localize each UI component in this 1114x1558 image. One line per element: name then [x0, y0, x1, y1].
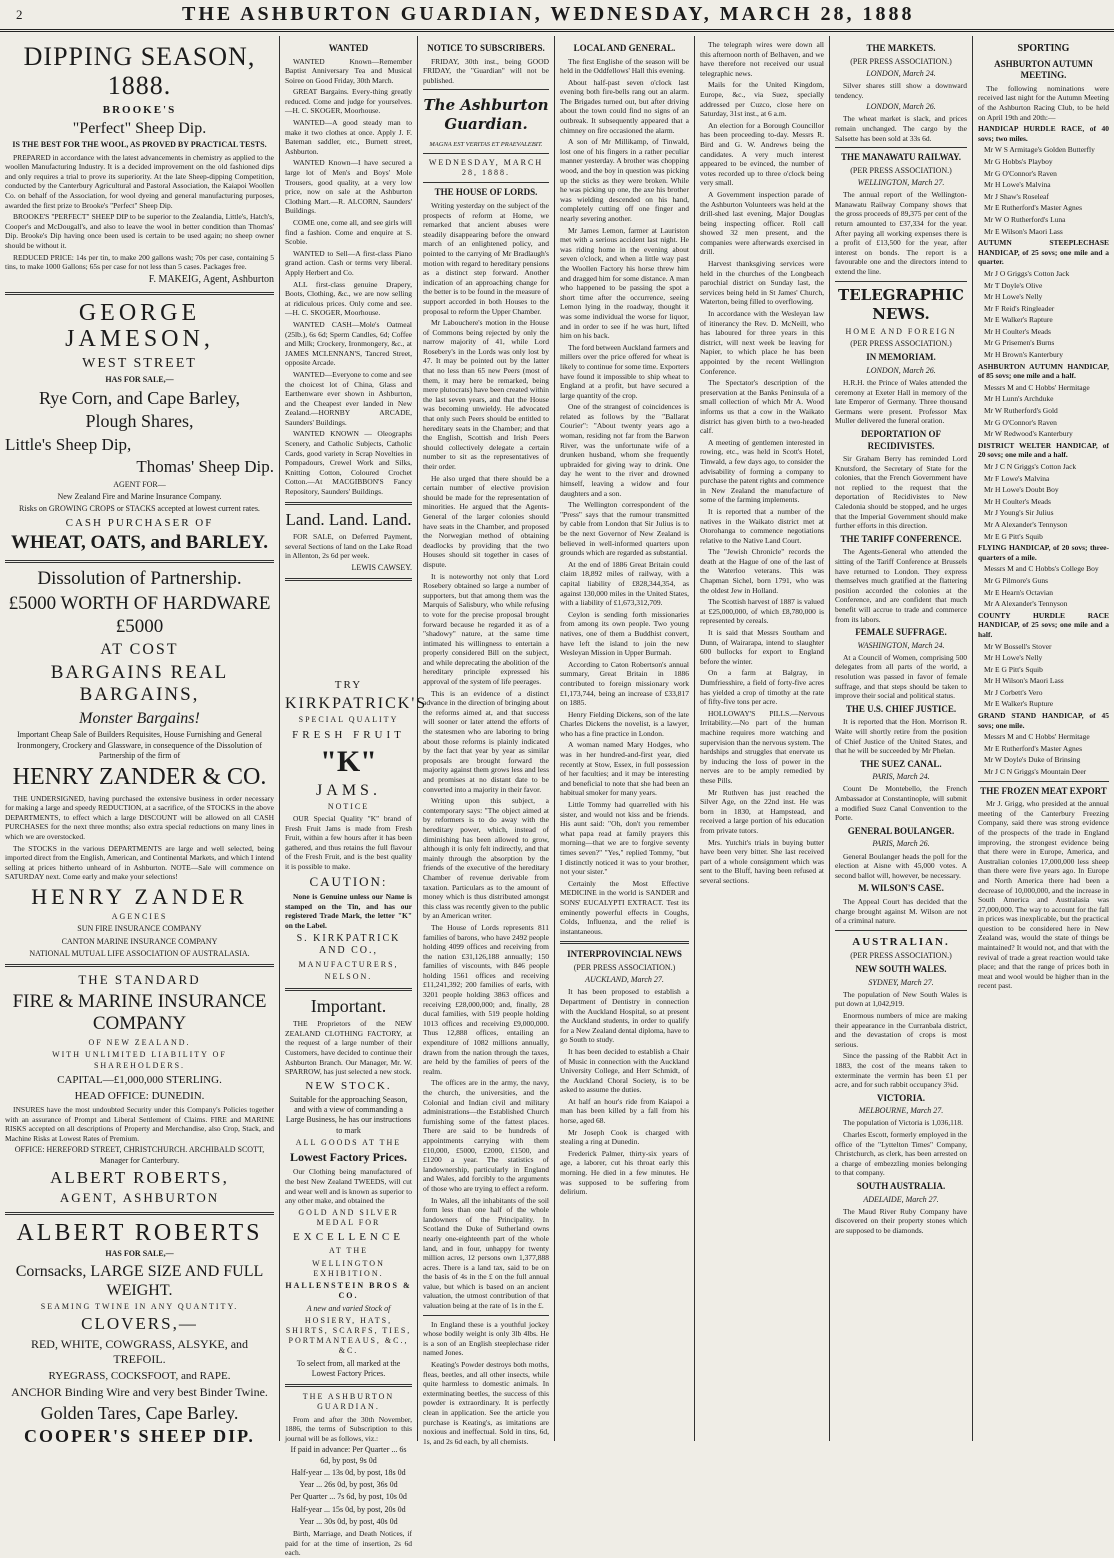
local-item: The first Englishe of the season will be held in the Oddfellows' Hall this evening.: [560, 56, 689, 76]
race-title: FLYING HANDICAP, of 20 sovs; three-quarters of a mile.: [978, 543, 1109, 562]
local-general-heading: LOCAL AND GENERAL.: [573, 43, 676, 53]
brookes-label: BROOKE'S: [102, 104, 177, 117]
interprovincial-item: At half an hour's ride from Kaiapoi a man has been killed by a fall from his horse, aged 68.: [560, 1096, 689, 1126]
autumn-meeting-heading: ASHBURTON AUTUMN MEETING.: [994, 58, 1093, 81]
agent-ashburton: AGENT, ASHBURTON: [59, 1190, 220, 1206]
divider: [5, 964, 274, 967]
wanted-ad: WANTED to Sell—A first-class Piano grand action. Cash or terms very liberal. Apply Herbert and Co.: [285, 248, 412, 277]
interprovincial-heading: INTERPROVINCIAL NEWS: [567, 949, 682, 960]
nsw-body: The population of New South Wales is put down at 1,042,919.: [835, 989, 967, 1009]
race-entry: Mr G Hobbs's Playboy: [984, 156, 1053, 166]
manawatu-heading: THE MANAWATU RAILWAY.: [840, 152, 962, 163]
interprovincial-item: It has been proposed to establish a Department of Dentistry in connection with the Auckland Hospital, so at present the Auckland students, in order to qualify for a New Zealand dental diploma, have to go South to study.: [560, 987, 689, 1045]
seaming-twine: SEAMING TWINE IN ANY QUANTITY.: [40, 1301, 239, 1311]
fire-marine-heading: FIRE & MARINE INSURANCE COMPANY: [12, 990, 267, 1035]
thomas-dip: Thomas' Sheep Dip.: [136, 457, 274, 477]
race-entry: Mr G O'Connor's Raven: [984, 417, 1057, 427]
memoriam-heading: IN MEMORIAM.: [866, 352, 936, 363]
column-6: [830, 36, 973, 1441]
sporting-heading: SPORTING: [1017, 43, 1070, 54]
wheat-oats-barley: WHEAT, OATS, and BARLEY.: [11, 532, 268, 554]
race-entry: Mr F Lowe's Malvina: [984, 473, 1050, 483]
general-item: The Spectator's description of the preservation at the Banks Peninsula of a small collection of which Mr A. Wood informs us that a cow in the Waikato district has given birth to a two-headed calf.: [700, 378, 824, 436]
general-item: In accordance with the Wesleyan law of itinerancy the Rev. D. McNeill, who has laboured for three years in this district, will next week be leaving for Napier, to which place he has been appointed by the recent Wellington Conference.: [700, 309, 824, 376]
hosiery-list: HOSIERY, HATS, SHIRTS, SCARFS, TIES, PORTMANTEAUS, &C., &C.: [285, 1315, 412, 1356]
race-entry: Mr T Doyle's Olive: [984, 280, 1043, 290]
column-4: [555, 36, 695, 1441]
clover-varieties: RED, WHITE, COWGRASS, ALSYKE, and TREFOIL.: [30, 1336, 249, 1366]
masthead: [0, 0, 1114, 32]
local-item: Mr James Lemon, farmer at Lauriston met with a serious accident last night. He was riding home in the evening about seven o'clock, and when a little way past the Woollen Factory his horse threw him and dragged him for some distance. A man who happened to be passing the spot a short time after the occurrence, seeing Lemon lying in the roadway, thought it was some individual the worse for liquor, and in order to see if he was hurt, lifted him on his back.: [560, 225, 689, 341]
race-entry: Mr W S Armitage's Golden Butterfly: [984, 145, 1095, 155]
tariff-heading: THE TARIFF CONFERENCE.: [840, 533, 962, 544]
clothing-body: Our Clothing being manufactured of the best New Zealand TWEEDS, will cut and wear well and is known as superior to any other make, and obtained the: [285, 1167, 412, 1206]
local-item: At the end of 1886 Great Britain could claim 18,892 miles of railway, with a capital liability of £828,344,354, as against 130,000 miles in the United States, with a liability of £1,673,312,709.: [560, 559, 689, 608]
guardian-date: WEDNESDAY, MARCH 28, 1888.: [428, 157, 544, 178]
race-entry: Mr H Brown's Kanterbury: [984, 350, 1064, 360]
wanted-ad: COME one, come all, and see girls will find a fashion. Come and enquire at S. Scobie.: [285, 218, 412, 247]
risks-accepted: Risks on GROWING CROPS or STACKS accepted at lowest current rates.: [19, 503, 260, 513]
dateline: SYDNEY, March 27.: [868, 977, 934, 987]
dateline: LONDON, March 24.: [866, 68, 936, 78]
race-title: HANDICAP HURDLE RACE, of 40 sovs; two miles.: [978, 124, 1109, 143]
race-entry: Mr E G Pitt's Squib: [984, 531, 1043, 541]
wanted-ad: GREAT Bargains. Every-thing greatly reduced. Come and judge for yourselves.—H. C. SKOGER, Moorhouse.: [285, 87, 412, 116]
dateline: ADELAIDE, March 27.: [863, 1194, 939, 1204]
kirkpatrick-co: S. KIRKPATRICK AND CO.,: [296, 932, 401, 957]
rye-corn: Rye Corn, and Cape Barley,: [38, 387, 241, 408]
boulanger-body: General Boulanger heads the poll for the election at Aisne with 45,000 votes. A second ballot will, however, be necessary.: [835, 851, 967, 880]
race-entry: Mr J C N Griggs's Cotton Jack: [984, 462, 1077, 472]
has-for-sale-2: HAS FOR SALE,—: [105, 1249, 174, 1259]
important-sale: Important Cheap Sale of Builders Requisites, House Furnishing and General Ironmongery, Crockery and Glassware, in consequence of the Dissolution of Partnership of the firm of: [17, 730, 262, 760]
divider: [5, 1212, 274, 1215]
zander-body-2: The STOCKS in the various DEPARTMENTS are large and well selected, being imported direct from the English, American, and Continental Markets, and which I intend selling at prices hitherto unheard of in Ashburton. NOTE—Sale will commence on SATURDAY next. Come early and make your selections!: [5, 843, 274, 882]
dip-body: PREPARED in accordance with the latest advancements in chemistry as applied to the woollen Manufacturing Industry. It is a decided improvement on the old fashioned dips and only requires a trial to prove its superiority. At the late Sheep-dipping Competition, conducted by the Canterbury Agricultural and Pastoral Association, the Kaiapoi Woollen Co. on behalf of the Association, for wool dyeing and general manufacturing purposes, awarded the first prize to Brooke's "Perfect" Sheep Dip.: [5, 152, 274, 210]
all-goods: ALL GOODS AT THE: [295, 1137, 402, 1147]
wanted-ad: WANTED KNOWN — Oleographs Scenery, and Catholic Subjects, Catholic Cards, good variety in Scrap Novelties in Pompadours, Crewel Work and Silks, Knitting Cotton, Coloured Crochet Cotton.—At MACGIBBON'S Fancy Repository, Saunders' Buildings.: [285, 429, 412, 497]
victoria-escott: Charles Escott, formerly employed in the office of the "Lyttelton Times" Company, Christchurch, as clerk, has been arrested on a charge of embezzling monies belonging to that company.: [835, 1130, 967, 1178]
press-association: (PER PRESS ASSOCIATION.): [850, 339, 952, 349]
race-entry: Mr A Alexander's Tennyson: [984, 599, 1068, 609]
editorial-paragraph: It is noteworthy not only that Lord Rosebery obtained so large a number of supporters, but that among them was the Marquis of Salisbury, who while refusing to vote for the precise proposal brought forward because he regarded it as of a "shadowy" nature, at the same time intimated his willingness to entertain a properly considered Bill on the subject, and while deprecating the abolition of the hereditary principle expressed his approval of the system of life peerages.: [423, 571, 549, 687]
race-entry: Mr E Walker's Rapture: [984, 315, 1053, 325]
divider: [285, 1384, 412, 1387]
general-item: A meeting of gentlemen interested in rowing, etc., was held in Scott's Hotel, Tinwald, a few days ago, to consider the advisability of forming a company to purchase the patent rights and commence in New Zealand the manufacture of some of the farming implements.: [700, 437, 824, 505]
tariff-body: The Agents-General who attended the sitting of the Tariff Conference at Brussels have returned to London. They express themselves much gratified at the flattering position accorded the colonies at the Conference, and are confident that much benefit will accrue to trade and commerce from its labors.: [835, 547, 967, 624]
race-entry: Mr H Wilson's Maori Lass: [984, 676, 1064, 686]
dateline: WASHINGTON, March 24.: [857, 640, 945, 650]
at-the: AT THE: [328, 1246, 369, 1256]
wanted-ad: ALL first-class genuine Drapery, Boots, Clothing, &c., we are now selling at ridiculous prices. Only come and see.—H. C. SKOGER, Moorhouse.: [285, 279, 412, 318]
newspaper-title: THE ASHBURTON GUARDIAN, WEDNESDAY, MARCH 28, 1888: [181, 3, 915, 25]
guardian-masthead: The Ashburton Guardian.: [423, 96, 549, 134]
race-entry: Mr H Lowe's Malvina: [984, 180, 1051, 190]
caution-body: None is Genuine unless our Name is stamped on the Tin, and has our registered Trade Mark, the letter "K" on the Label.: [285, 892, 412, 931]
interprovincial-item: Mr Joseph Cook is charged with stealing a ring at Dunedin.: [560, 1127, 689, 1147]
nominations-intro: The following nominations were received last night for the Autumn Meeting of the Ashburton Racing Club, to be held on April 19th and 20th:—: [978, 83, 1109, 122]
race-entry: Mr E Wilson's Maori Lass: [984, 226, 1063, 236]
race-entry: Mr E G Pitt's Squib: [984, 664, 1043, 674]
births-notice: Birth, Marriage, and Death Notices, if paid for at the time of insertion, 2s 6d each.: [285, 1529, 412, 1558]
nsw-heading: NEW SOUTH WALES.: [855, 964, 947, 974]
dip-body-2: BROOKE'S "PERFECT" SHEEP DIP to be superior to the Zealandia, Little's, Hatch's, Cooper's and McDougall's, and also to leave the wool in better condition than Thomas' Dip. Brooke's Dip having once been used is certain to be used again; no sheep owner should be without it.: [5, 212, 274, 251]
anchor-binding: ANCHOR Binding Wire and very best Binder Twine.: [11, 1385, 268, 1400]
race-entry: Mr W Doyle's Duke of Brinsing: [984, 755, 1081, 765]
divider: [285, 578, 412, 581]
local-item: Ceylon is sending forth missionaries from among its own people. Two young natives, one of them a Buddhist convert, have left the island to join the new Wesleyan Mission in Upper Burmah.: [560, 609, 689, 658]
divider: [285, 502, 412, 505]
wilson-heading: M. WILSON'S CASE.: [858, 883, 944, 894]
race-entry: Mr E Rutherford's Master Agnes: [984, 203, 1083, 213]
chief-justice-body: It is reported that the Hon. Morrison R. Waite will shortly retire from the position of Chief Justice of the United States, and that he will be succeeded by Mr Phelan.: [835, 717, 967, 756]
the-standard: THE STANDARD: [78, 972, 201, 987]
column-2: [280, 36, 428, 1558]
local-item: One of the strangest of coincidences is related as follows by the "Ballarat Courier": "About twenty years ago a woman, residing not far from the Barwon River, was the unfortunate wife of a drunken husband, whom she frequently upbraided for giving way to drink. One day he went to the river and drowned himself, leaving a widow and four daughters and a son.: [560, 402, 689, 498]
race-entry: Mr H Coulter's Meads: [984, 326, 1051, 336]
cash-purchaser: CASH PURCHASER OF: [65, 517, 214, 530]
guardian-terms-body: From and after the 30th November, 1886, the terms of Subscription to this journal will be as follows, viz.:: [285, 1414, 412, 1443]
wanted-heading: WANTED: [328, 43, 369, 53]
race-entry: Mr E Walker's Rupture: [984, 699, 1054, 709]
perfect-sheep-dip: "Perfect" Sheep Dip.: [72, 120, 207, 138]
columns: [0, 36, 1114, 1558]
divider: [5, 292, 274, 295]
wanted-ad: WANTED Known—Remember Baptist Anniversary Tea and Musical Soiree on Good Friday, 30th March.: [285, 56, 412, 85]
bargains-heading: BARGAINS REAL BARGAINS,: [50, 661, 229, 706]
insures-body: INSURES have the most undoubted Security under this Company's Policies together with an assurance of Prompt and Liberal Settlement of Claims. FIRE and MARINE RISKS accepted on all descriptions of Property and Merchandise, also Crop, Stack, and Machine Risks at Lowest Rates of Premium.: [5, 1105, 274, 1143]
frozen-meat-heading: THE FROZEN MEAT EXPORT: [980, 785, 1107, 796]
race-entry: Mr J Young's Sir Julius: [984, 508, 1054, 518]
albert-roberts-2: ALBERT ROBERTS: [16, 1219, 263, 1246]
telegraphic-news-heading: TELEGRAPHIC NEWS.: [838, 285, 964, 323]
race-entry: Mr W O Rutherford's Luna: [984, 214, 1066, 224]
dateline: PARIS, March 24.: [872, 772, 930, 782]
chief-justice-heading: THE U.S. CHIEF JUSTICE.: [845, 703, 957, 714]
select-lowest: To select from, all marked at the Lowest Factory Prices.: [296, 1358, 401, 1378]
lowest-prices: Lowest Factory Prices.: [290, 1150, 407, 1165]
race-title: GRAND STAND HANDICAP, of 45 sovs; one mile.: [978, 711, 1109, 730]
race-entry: Mr J Corbett's Vero: [984, 687, 1043, 697]
agency-sun-fire: SUN FIRE INSURANCE COMPANY: [77, 924, 202, 934]
general-item: On a farm at Balgray, in Dumfriesshire, a field of forty-five acres has yielded a crop of timothy at the rate of fifty-five tons per acre.: [700, 668, 824, 707]
special-quality: SPECIAL QUALITY: [298, 715, 399, 725]
race-entry: Mr H Lowe's Nelly: [984, 653, 1043, 663]
dateline: MELBOURNE, March 27.: [858, 1106, 944, 1116]
notice-subscribers: NOTICE TO SUBSCRIBERS.: [427, 43, 545, 53]
land-signature: LEWIS CAWSEY.: [351, 562, 412, 572]
albert-roberts-1: ALBERT ROBERTS,: [50, 1167, 229, 1187]
column-7: [973, 36, 1114, 1441]
race-entry: Mr G Pilmore's Guns: [984, 575, 1049, 585]
general-item: A Government inspection parade of the Ashburton Volunteers was held at the drill-shed last evening, Major Douglas being inspecting officer. Roll call showed 32 men present, and the companies were afterwards exercised in drill.: [700, 189, 824, 257]
keatings-ad: Keating's Powder destroys both moths, fleas, beetles, and all other insects, while quite harmless to domestic animals. In exterminating beetles, the success of this powder is extraordinary. It is perfectly clean in application. See the article you purchase is Keating's, as imitations are noxious and ineffectual. Sold in tins, 6d, 1s, and 2s 6d each, by all chemists.: [423, 1360, 549, 1446]
race-entry: Messrs M and C Hobbs's College Boy: [984, 564, 1099, 574]
at-cost: AT COST: [100, 641, 179, 659]
general-item: The "Jewish Chronicle" records the death at the Hague of one of the last of the Waterloo veterans. This was Chapman Sichel, born 1791, who was the oldest Jew in Holland.: [700, 547, 824, 595]
offices-address: OFFICE: HEREFORD STREET, CHRISTCHURCH. ARCHIBALD SCOTT, Manager for Canterbury.: [14, 1145, 265, 1165]
press-association: (PER PRESS ASSOCIATION.): [850, 56, 952, 66]
general-item: Mrs. Yutchit's trials in buying butter have been very bitter. She last received part of a whole consignment which was sent to the Bluff, having been refused at several sections.: [700, 837, 824, 885]
race-entry: Mr F Reid's Ringleader: [984, 303, 1055, 313]
general-item: HOLLOWAY'S PILLS.—Nervous Irritability.—No part of the human machine requires more watching and supervision than the nervous system. The hardships and struggles that enervate us by inducing the loss of power in the nerves are to be amply remedied by these Pills.: [700, 708, 825, 785]
jams-label: JAMS.: [316, 781, 381, 799]
new-varied: A new and varied Stock of: [306, 1303, 391, 1313]
race-entry: Mr H Lowe's Nelly: [984, 292, 1043, 302]
frozen-meat-body: Mr J. Grigg, who presided at the annual meeting of the Canterbury Freezing Company, said there was strong evidence of the prospects of the trade in England improving, the strongest evidence being that there were in Europe, America, and Australian colonies 17,000,000 less sheep than there were five years ago. In Europe and North America there had been a decrease of 10,000,000, and the increase in South America and Australasia was 27,000,000. The way to account for the fall in prices was inexplicable, but the practical question to be considered here in New Zealand was, would the state of things be maintained? It would not, and that with the revival of trade a great reaction would take place; and that the range of prices both in meat and wool would be higher than in the recent past.: [978, 799, 1109, 991]
term-line: Per Quarter ... 7s 6d, by post, 10s 0d: [290, 1492, 407, 1502]
wilson-body: The Appeal Court has decided that the charge brought against M. Wilson are not of a criminal nature.: [835, 896, 967, 926]
memoriam-body: H.R.H. the Prince of Wales attended the ceremony at Exeter Hall in memory of the late Emperor of Germany. Three thousand Germans were present. Professor Max Muller delivered the funeral oration.: [835, 378, 967, 426]
k-brand: "K": [320, 744, 377, 778]
jameson-heading: GEORGE JAMESON,: [65, 299, 214, 352]
general-item: The telegraph wires were down all this afternoon north of Belhaven, and we have therefore not received our usual telegraphic news.: [700, 40, 824, 78]
henry-zander-agencies: HENRY ZANDER: [31, 883, 248, 909]
monster-bargains: Monster Bargains!: [79, 710, 200, 728]
local-item: Certainly the Most Effective MEDICINE in the world is SANDER and SONS' EUCALYPTI EXTRACT. Test its eminently powerful effects in Coughs, Colds, Influenza, and the relief is instantaneous.: [560, 878, 689, 936]
female-suffrage-body: At a Council of Women, comprising 500 delegates from all parts of the world, a resolution was passed in favor of female suffrage, and that steps should be taken to improve their social and political status.: [835, 652, 967, 701]
column-5: [695, 36, 830, 1441]
editorial-paragraph: The offices are in the army, the navy, the church, the universities, and the Colonial and Indian civil and military administrations—the Established Church furnishing some of the fattest places. There are said to be hundreds of appointments carrying with them £10,000, £5000, £2000, £1500, and £1200 a year. The statistics of landownership, particularly in England and Wales, add forcibly to the arguments of those who are trying to effect a reform.: [423, 1078, 549, 1193]
wanted-ad: WANTED Known—I have secured a large lot of Men's and Boys' Mole Trousers, good quality, at a very low price, now on sale at the Ashburton Clothing Mart.—R. ALCORN, Saunders' Buildings.: [285, 158, 412, 216]
local-item: About half-past seven o'clock last evening both fire-bells rang out an alarm. The Brigades turned out, but after driving about the town could find no signs of an outbreak. It subsequently appeared that a chimney on fire occasioned the alarm.: [560, 77, 689, 135]
nelson: NELSON.: [324, 972, 373, 982]
guardian-motto: MAGNA EST VERITAS ET PRAEVALEBIT.: [429, 140, 543, 148]
railway-body: The annual report of the Wellington-Manawatu Railway Company shows that the gross proceeds of 89,375 per cent of the return amounted to £37,334 for the year. After paying all working expenses there is a profit of £13,500 for the year, after interest on bonds. The report is a favourable one and the directors intend to extend the line.: [835, 190, 967, 276]
manufacturers: MANUFACTURERS,: [298, 960, 399, 970]
notice-label: NOTICE: [327, 801, 370, 811]
race-entry: Mr A Alexander's Tennyson: [984, 519, 1068, 529]
notice-subscribers-body: FRIDAY, 30th inst., being GOOD FRIDAY, the "Guardian" will not be published.: [423, 56, 549, 85]
auckland-dateline: AUCKLAND, March 27.: [585, 975, 664, 985]
race-entry: Mr W Redwood's Kanterbury: [984, 429, 1073, 439]
important-body: THE Proprietors of the NEW ZEALAND CLOTHING FACTORY, at the request of a large number of their Customers, have decided to continue their Ashburton Branch. Our Manager, Mr. W. SPARROW, has just selected a new stock.: [285, 1019, 412, 1077]
interprovincial-item: Frederick Palmer, thirty-six years of age, a laborer, cut his throat early this morning. He died in a few minutes. He was supposed to be suffering from delirium.: [560, 1148, 689, 1197]
editorial-paragraph: Writing upon this subject, a contemporary says: "The object aimed at by reformers is to do away with the hereditary power, which, instead of diminishing has been allowed to grow, although it is only felt indirectly, and that mainly through the absorption by the friends of the executive of the hereditary Chamber of revenue derivable from taxation. Particulars as to the amount of money which is thus distributed amongst this class was recently given to the public by an American writer.: [423, 796, 549, 921]
of-new-zealand: OF NEW ZEALAND.: [88, 1038, 191, 1048]
term-line: Half-year ... 15s 0d, by post, 20s 0d: [291, 1504, 406, 1514]
local-item: The Wellington correspondent of the "Press" says that the rumour transmitted by cable from London that Sir Julius is to be the next Governor of New Zealand is believed in well-informed quarters upon grounds which are regarded as substantial.: [560, 500, 689, 558]
race-title: AUTUMN STEEPLECHASE HANDICAP, of 25 sovs; one mile and a quarter.: [978, 238, 1109, 267]
press-association: (PER PRESS ASSOCIATION.): [850, 165, 952, 175]
try-label: TRY: [334, 679, 363, 692]
general-item: Harvest thanksgiving services were held in the churches of the Longbeach parochial district on Sunday last, the services being held in St James' Church, Waterton, being filled to overflowing.: [700, 259, 824, 307]
wanted-ad: WANTED CASH—Mole's Oatmeal (25lb.), 6s 6d; Sperm Candles, 6d; Coffee and Milk; Crockery, Ironmongery, &c., at JAMES MCLENNAN'S, Tancred Street, opposite Arcade.: [285, 319, 412, 368]
race-entry: Mr G O'Connor's Raven: [984, 168, 1057, 178]
race-entry: Messrs M and C Hobbs' Hermitage: [984, 732, 1090, 742]
race-entry: Messrs M and C Hobbs' Hermitage: [984, 382, 1090, 392]
hallenstein: HALLENSTEIN BROS & CO.: [285, 1281, 412, 1301]
column-3: [418, 36, 555, 1446]
best-for-wool: IS THE BEST FOR THE WOOL, AS PROVED BY PRACTICAL TESTS.: [12, 140, 267, 150]
unlimited-liability: WITH UNLIMITED LIABILITY OF SHAREHOLDERS.: [52, 1050, 227, 1070]
local-item: A son of Mr Millikamp, of Tinwald, lost one of his fingers in a rather peculiar manner yesterday. A brother was chopping wood, and the boy in question was picking up the sticks as they were broken. While he was picking up one, the axe his brother was wielding descended on his hand, completely cutting off one finger and nearly severing another.: [560, 137, 689, 224]
gold-silver-medal: GOLD AND SILVER MEDAL FOR: [298, 1207, 399, 1228]
ryegrass: RYEGRASS, COCKSFOOT, and RAPE.: [48, 1370, 231, 1383]
wanted-ad: WANTED—Everyone to come and see the choicest lot of China, Glass and Earthenware ever shown in Ashburton, and the Cheapest ever landed in New Zealand.—HORNBY ARCADE, Saunders' Buildings.: [285, 369, 412, 427]
local-item: Little Tommy had quarrelled with his sister, and would not kiss and be friends. His aunt said: "Oh, don't you remember what papa read at family prayers this morning—that we are to forgive seventy times seven?" "Yes," replied Tommy, "but I distinctly noticed it was to your brother, not your sister.": [560, 800, 689, 877]
nz-fire-company: New Zealand Fire and Marine Insurance Company.: [57, 491, 222, 501]
west-street: WEST STREET: [82, 356, 197, 372]
victoria-body: The population of Victoria is 1,036,118.: [843, 1118, 963, 1128]
local-item: According to Caton Robertson's annual summary, Great Britain in 1886 contributed to foreign missionary work £1,173,744, being an increase of £33,817 on 1885.: [560, 659, 689, 708]
australian-heading: AUSTRALIAN.: [852, 935, 950, 948]
dateline: LONDON, March 26.: [866, 102, 936, 112]
golden-tares: Golden Tares, Cape Barley.: [40, 1402, 239, 1423]
cornsacks: Cornsacks, LARGE SIZE AND FULL WEIGHT.: [15, 1262, 264, 1299]
head-office: HEAD OFFICE: DUNEDIN.: [74, 1090, 205, 1102]
victoria-heading: VICTORIA.: [876, 1092, 926, 1103]
makeig-agent: F. MAKEIG, Agent, Ashburton: [148, 273, 274, 285]
race-entry: Mr H Lunn's Archduke: [984, 394, 1054, 404]
agency-canton: CANTON MARINE INSURANCE COMPANY: [61, 936, 218, 946]
race-title: DISTRICT WELTER HANDICAP, of 20 sovs; one mile and a half.: [978, 440, 1109, 460]
recidivistes-heading: DEPORTATION OF RECIDIVISTES.: [860, 429, 942, 451]
littles-dip: Little's Sheep Dip,: [5, 434, 132, 454]
interprovincial-item: It has been decided to establish a Chair of Music in connection with the Auckland University College, and Herr Schmidt, of the Auckland Choral Society, is to be asked to assume the duties.: [560, 1046, 689, 1095]
south-australia-heading: SOUTH AUSTRALIA.: [856, 1181, 946, 1191]
general-item: It is said that Messrs Southam and Dunn, of Wairarapa, intend to slaughter 600 bullocks for export to England before the winter.: [700, 628, 824, 666]
guardian-terms-heading: THE ASHBURTON GUARDIAN.: [302, 1392, 395, 1412]
race-entry: Mr E Hearn's Octavian: [984, 587, 1054, 597]
agency-national-mutual: NATIONAL MUTUAL LIFE ASSOCIATION OF AUSTRALASIA.: [29, 948, 250, 958]
dateline: WELLINGTON, March 27.: [857, 177, 945, 187]
editorial-paragraph: Mr Labouchere's motion in the House of Commons being rejected by only the narrow majority of 41, while Lord Rosebery's in the Lords was only lost by 47. It may be pointed out by the latter that no less than 65 new Peers (most of them, it may here be remarked, being mere plutocrats) have been created within the last seven years, and that the House was becoming unwieldy. He advocated that only such Peers should be entitled to hereditary seats in the Chamber; and that the English, Scottish and Irish Peers should collectively delegate a certain number to sit as the representatives of their order.: [423, 318, 549, 471]
caution-heading: CAUTION:: [309, 873, 388, 889]
nsw-rabbit: Since the passing of the Rabbit Act in 1883, the cost of the means taken to exterminate the vermin has been £1 per acre, and for such rabbit occupancy 3¾d.: [835, 1051, 967, 1090]
land-body: FOR SALE, on Deferred Payment, several Sections of land on the Lake Road in Allenton, 2s 6d per week.: [285, 532, 412, 561]
clovers: CLOVERS,—: [81, 1314, 198, 1334]
home-foreign: HOME AND FOREIGN: [845, 326, 957, 336]
page-number: 2: [16, 6, 23, 22]
local-item: A woman named Mary Hodges, who was in her hundred-and-first year, died recently at Stow, Essex, in full possession of her faculties; and it may be interesting and beneficial to note that she had been an habitual smoker for many years.: [560, 740, 689, 798]
editorial-paragraph: The House of Lords represents 811 families of barons, who have 2492 people holding 4099 offices and receiving from the nation £31,126,188 annually; 150 families of viscounts, with 846 people holding 1561 offices and receiving £11,241,392; 200 families of earls, with 3201 people holding 3863 offices and receiving £28,000,000; and, finally, 28 ducal families, with 519 people holding 1013 offices and receiving £9,000,000. Thus 12,888 offices, entailing an expenditure of 1082 millions annually, drawn from the nation through the taxes, are held by the families of peers of the realm.: [423, 922, 549, 1076]
term-line: If paid in advance: Per Quarter ... 6s 6d, by post, 9s 0d: [290, 1445, 407, 1465]
race-entry: Mr W Bossell's Stover: [984, 641, 1052, 651]
editorial-paragraph: He also urged that there should be a certain number of elective provision should be made for the representation of minorities. He argued that the Agents-General of the larger colonies should have seats in the Chamber, and proposed the Norwegian method of obtaining deadlocks by providing that the two Houses should sit together in cases of dispute.: [423, 473, 549, 569]
race-entry: Mr H Lowe's Doubt Boy: [984, 485, 1059, 495]
term-line: Year ... 26s 0d, by post, 36s 0d: [299, 1480, 398, 1490]
excellence: EXCELLENCE: [293, 1231, 404, 1244]
race-entry: Mr J C N Griggs's Mountain Deer: [984, 767, 1087, 777]
race-title: ASHBURTON AUTUMN HANDICAP, of 85 sovs; one mile and a half.: [978, 361, 1109, 381]
house-of-lords-heading: THE HOUSE OF LORDS.: [434, 187, 538, 198]
fresh-fruit: FRESH FRUIT: [292, 728, 405, 741]
race-entry: Mr G Prisemen's Burns: [984, 338, 1055, 348]
capital: CAPITAL—£1,000,000 STERLING.: [57, 1073, 222, 1086]
coopers-sheep-dip: COOPER'S SHEEP DIP.: [24, 1426, 255, 1447]
editorial-paragraph: Writing yesterday on the subject of the prospects of reform at Home, we remarked that ancient abuses were steadily disappearing before the onward march of an enlightened policy, and pointed to the carrying of Mr Bradlaugh's motion with regard to hereditary pensions as a distinct step forward. Another indication of an approaching change for the better is to be found in the measure of support accorded in both Houses to the proposal to reform the Upper Chamber.: [423, 200, 549, 316]
agent-for: AGENT FOR—: [113, 479, 166, 489]
recidivistes-body: Sir Graham Berry has reminded Lord Knutsford, the Secretary of State for the colonies, that the French Government have not replied to the request that the deportation of Recidivistes to New Caledonia should be stopped, and he urges that the Imperial Government should make further efforts in this direction.: [835, 454, 967, 531]
market-item: Silver shares still show a downward tendency.: [835, 80, 967, 100]
dateline: LONDON, March 26.: [866, 365, 936, 375]
race-entry: Mr E Rutherford's Master Agnes: [984, 743, 1083, 753]
dipping-season-heading: DIPPING SEASON, 1888.: [23, 42, 256, 100]
plough-shares: Plough Shares,: [85, 411, 194, 432]
race-entry: Mr H Coulter's Meads: [984, 496, 1051, 506]
divider: [5, 560, 274, 563]
general-item: Mr Ruthven has just reached the Silver Age, on the 22nd inst. He was born in 1830, at Hampstead, and received a large portion of his education from private tutors.: [700, 787, 824, 835]
editorial-paragraph: This is an evidence of a distinct advance in the direction of bringing about the reforms aimed at, and that success will sooner or later attend the efforts of the statesmen who are laboring to bring about those reforms is plainly indicated by the fact that year by year as similar proposals are brought forward the majority against them grows less and less and promises at no distant date to be converted into a majority in their favor.: [423, 688, 549, 794]
race-title: COUNTY HURDLE RACE HANDICAP, of 25 sovs; one mile and a half.: [978, 610, 1109, 639]
dip-price: REDUCED PRICE: 14s per tin, to make 200 gallons wash; 70s per case, containing 5 tins, to make 1000 Gallons; 65s per case for not less than 5 cases. Packages free.: [5, 252, 274, 272]
race-list: [978, 124, 1109, 776]
general-item: An election for a Borough Councillor has been proceeding to-day. Messrs R. Bird and G. W. Andrews being the candidates. A very much interest appeared to be evinced, the number of votes recorded up to three o'clock being very small.: [700, 120, 824, 188]
general-item: It is reported that a number of the natives in the Waikato district met at Otorohanga to commence negotiations relative to the Native Land Court.: [700, 506, 824, 545]
race-entry: Mr J O Griggs's Cotton Jack: [984, 268, 1070, 278]
zander-body: THE UNDERSIGNED, having purchased the extensive business in order necessary for making a large and speedy REDUCTION, at a sacrifice, of the STOCKS in the above DEPARTMENTS, to effect which a large DISCOUNT will be allowed on all CASH PURCHASES for the next three months; also extra special reductions on many lines in which we are overstocked.: [5, 793, 274, 841]
term-line: Year ... 30s 0d, by post, 40s 0d: [299, 1516, 398, 1526]
suitable-season: Suitable for the approaching Season, and with a view of commanding a Large Business, he has our instructions to mark: [285, 1094, 412, 1135]
important-heading: Important.: [310, 995, 387, 1016]
nsw-mice: Enormous numbers of mice are making their appearance in the Curranbala district, and the devastation of crops is most serious.: [835, 1010, 967, 1049]
land-heading: Land. Land. Land.: [285, 509, 412, 529]
jockey-item: In England these is a youthful jockey whose bodily weight is only 3lb 4lbs. He is a son of an English steeplechase rider named Jones.: [423, 1319, 549, 1358]
dateline: PARIS, March 26.: [872, 839, 930, 849]
has-for-sale: HAS FOR SALE,—: [105, 375, 174, 385]
column-1: [0, 36, 280, 1447]
agencies-label: AGENCIES: [111, 912, 168, 922]
local-item: The ford between Auckland farmers and millers over the price offered for wheat is likely to continue for some time. Exporters have found it impossible to ship wheat to England at a profit, but have secured a large quantity of the crop.: [560, 342, 689, 400]
south-australia-body: The Maud River Ruby Company have discovered on their property stones which are supposed to be diamonds.: [835, 1206, 967, 1235]
female-suffrage-heading: FEMALE SUFFRAGE.: [855, 627, 947, 638]
race-entry: Mr J Shaw's Roseleaf: [984, 191, 1049, 201]
new-stock: NEW STOCK.: [305, 1079, 392, 1092]
kirkpatrick-heading: KIRKPATRICK'S: [285, 695, 428, 713]
boulanger-heading: GENERAL BOULANGER.: [847, 825, 955, 836]
press-association: (PER PRESS ASSOCIATION.): [850, 950, 952, 960]
local-item: Henry Fielding Dickens, son of the late Charles Dickens the novelist, is a lawyer, who has a fine practice in London.: [560, 709, 689, 738]
market-item: The wheat market is slack, and prices remain unchanged. The cargo by the Salsette has been sold at 33s 6d.: [835, 114, 967, 143]
hardware-heading: £5000 WORTH OF HARDWARE £5000: [8, 592, 271, 637]
race-entry: Mr W Rutherford's Gold: [984, 406, 1058, 416]
suez-body: Count De Montebello, the French Ambassador at Constantinople, will submit a modified Suez Canal Convention to the Porte.: [835, 784, 967, 823]
general-item: Mails for the United Kingdom, Europe, &c., via Suez, specially addressed per Cuzco, close here on Saturday, 31st inst., at 6 a.m.: [700, 80, 824, 119]
divider: [285, 988, 412, 991]
dissolution-heading: Dissolution of Partnership.: [37, 568, 242, 590]
editorial-paragraph: In Wales, all the inhabitants of the soil form less than one half of the whole landowners of the Principality. In Scotland the Duke of Sutherland owns nearly one-eighteenth part of the whole land, and in four, unhappy for twenty million acres, 12 persons own 1,377,888 acres. There is a land tax, said to be on the basis of 4s in the £ on the full annual value, but which is based on an ancient valuation, the utmost contribution of that valuation being at the rate of 1s in the £.: [423, 1195, 549, 1311]
wellington-exhibition: WELLINGTON EXHIBITION.: [312, 1258, 385, 1278]
press-association: (PER PRESS ASSOCIATION.): [573, 962, 676, 972]
general-item: The Scottish harvest of 1887 is valued at £25,000,000, of which £8,780,000 is represented by cereals.: [700, 597, 824, 626]
notice-body: OUR Special Quality "K" brand of Fresh Fruit Jams is made from Fresh Fruit, within a few hours after it has been gathered, and thus retains the full flavour of the Fresh Fruit, and is the best quality it is possible to make.: [285, 814, 412, 872]
zander-heading: HENRY ZANDER & CO.: [12, 764, 267, 791]
term-line: Half-year ... 13s 0d, by post, 18s 0d: [291, 1467, 406, 1477]
suez-heading: THE SUEZ CANAL.: [860, 758, 942, 769]
wanted-ad: WANTED—A good steady man to make it two clothes at once. Apply J. F. Bateman saddler, etc., Burnett street, Ashburton.: [285, 118, 412, 156]
markets-heading: THE MARKETS.: [866, 43, 936, 53]
